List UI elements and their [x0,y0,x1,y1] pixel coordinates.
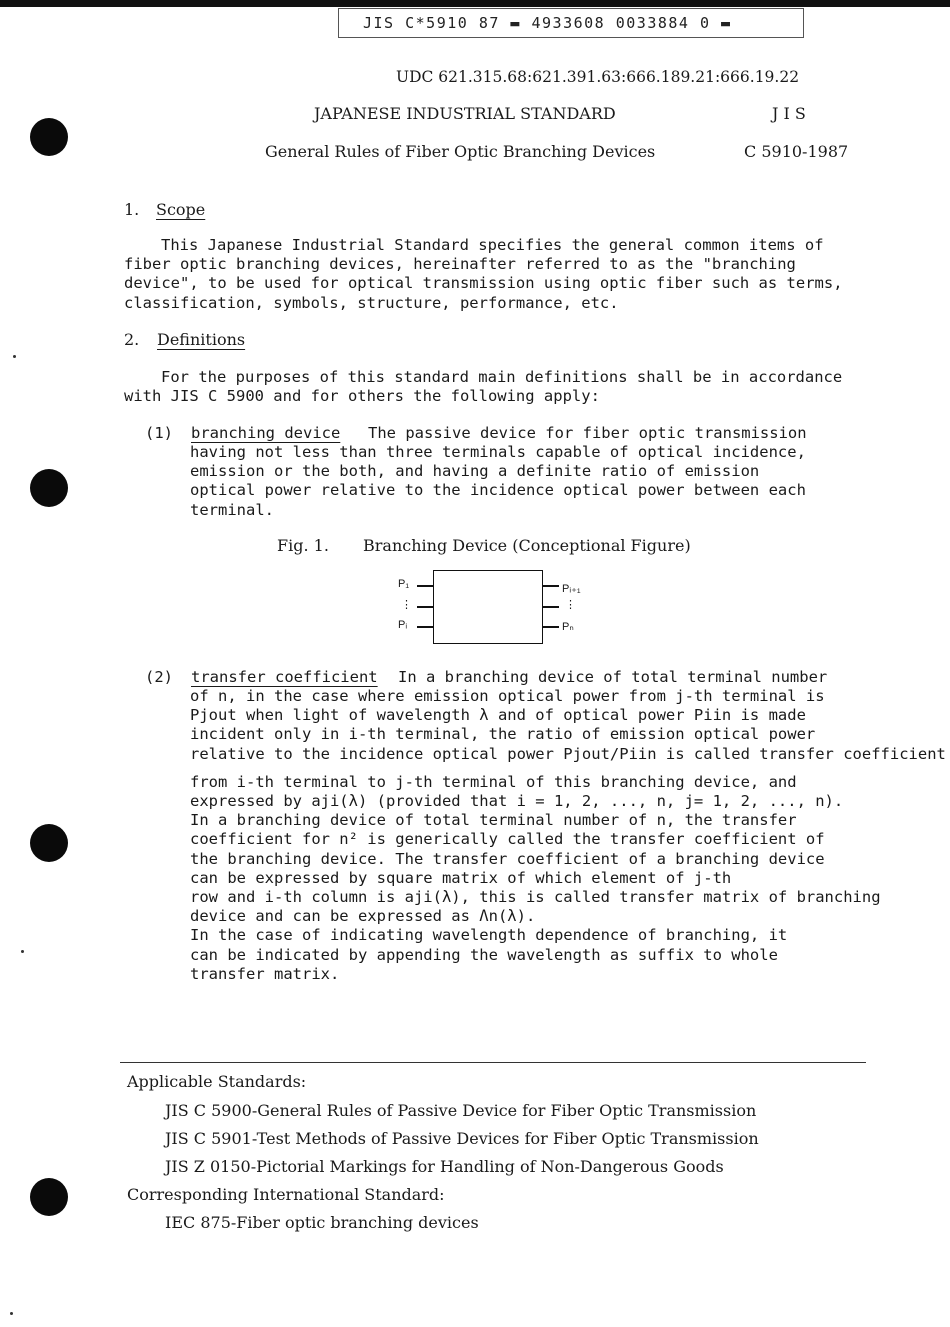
international-standard-heading: Corresponding International Standard: [127,1185,445,1204]
applicable-standards-heading: Applicable Standards: [127,1072,307,1091]
scope-line: This Japanese Industrial Standard specifies the general common items of [161,236,824,254]
speck [10,1312,13,1315]
item2-line: incident only in i-th terminal, the ratio of emission optical power [190,725,816,744]
applicable-standard: JIS Z 0150-Pictorial Markings for Handling of Non-Dangerous Goods [165,1157,724,1176]
speck [13,355,16,358]
definitions-heading: Definitions [157,330,246,349]
scope-paragraph [124,236,843,313]
item2-line: can be expressed by square matrix of which element of j-th [190,868,732,887]
item1-line: terminal. [190,500,274,519]
jis-mark: J I S [772,104,806,123]
item1-line: optical power relative to the incidence optical power between each [190,481,806,500]
term-transfer-coefficient: transfer coefficient [191,668,378,686]
item2-line: row and i-th column is aji(λ), this is called transfer matrix of branching [190,888,881,907]
definitions-line: For the purposes of this standard main definitions shall be in accordance [161,368,843,386]
item2-line: device and can be expressed as Λn(λ). [190,907,536,926]
output-lead-pi1 [543,585,559,587]
standard-org: JAPANESE INDUSTRIAL STANDARD [314,104,616,123]
item1-first-line: The passive device for fiber optic transmission [368,424,807,442]
ellipsis-left: ⋮ [401,599,412,611]
definitions-paragraph [124,368,842,406]
scope-number: 1. [124,200,140,219]
output-lead-pn [543,626,559,628]
binder-hole-2 [30,469,68,507]
item2-line: expressed by aji(λ) (provided that i = 1, 2, ..., n, j= 1, 2, ..., n). [190,792,844,811]
term-branching-device: branching device [191,424,341,442]
speck [21,950,24,953]
item1-line: having not less than three terminals capable of optical incidence, [190,443,806,461]
international-standard: IEC 875-Fiber optic branching devices [165,1213,479,1232]
ellipsis-right: ⋮ [565,599,576,611]
binder-hole-1 [30,118,68,156]
item2-line: relative to the incidence optical power Pjout/Piin is called transfer coefficient [190,744,946,763]
applicable-standard: JIS C 5900-General Rules of Passive Device for Fiber Optic Transmission [165,1101,757,1120]
item2-line: from i-th terminal to j-th terminal of this branching device, and [190,772,797,791]
scope-line: fiber optic branching devices, hereinafter referred to as the "branching [124,255,796,274]
device-box [433,570,543,644]
input-lead-middle [417,606,433,608]
document-title: General Rules of Fiber Optic Branching Devices [265,142,656,161]
definitions-number: 2. [124,330,140,349]
port-label-p1: P₁ [398,578,410,590]
item2-number: (2) [145,668,173,686]
item1-line: emission or the both, and having a definite ratio of emission [190,462,760,481]
scope-heading: Scope [156,200,206,219]
microfilm-stamp: JIS C*5910 87 ▬ 4933608 0033884 0 ▬ [338,8,804,38]
figure-label: Fig. 1. [277,536,329,555]
udc-code: UDC 621.315.68:621.391.63:666.189.21:666.19.22 [396,68,800,86]
item2-line: coefficient for n² is generically called the transfer coefficient of [190,830,825,849]
item1-number: (1) [145,424,173,442]
item2-line: of n, in the case where emission optical power from j-th terminal is [190,687,825,705]
item2-line: Pjout when light of wavelength λ and of optical power Piin is made [190,706,806,725]
port-label-pn: Pₙ [562,621,574,633]
footer-rule [120,1062,866,1063]
figure-caption: Branching Device (Conceptional Figure) [363,536,691,555]
port-label-pi1: Pᵢ₊₁ [562,583,581,595]
binder-hole-3 [30,824,68,862]
item2-first-line: In a branching device of total terminal number [398,668,828,686]
scope-line: device", to be used for optical transmission using optic fiber such as terms, [124,274,843,293]
item2-paragraph [190,687,946,984]
input-lead-p1 [417,585,433,587]
standard-number: C 5910-1987 [744,142,849,161]
output-lead-middle [543,606,559,608]
top-edge-bar [0,0,950,7]
item2-line: In the case of indicating wavelength dependence of branching, it [190,926,788,945]
item2-line: the branching device. The transfer coefficient of a branching device [190,849,825,868]
binder-hole-4 [30,1178,68,1216]
item1-paragraph [190,443,806,520]
item2-line: transfer matrix. [190,964,340,983]
applicable-standard: JIS C 5901-Test Methods of Passive Devices for Fiber Optic Transmission [165,1129,759,1148]
item2-line: In a branching device of total terminal number of n, the transfer [190,811,797,830]
item2-line: can be indicated by appending the wavelength as suffix to whole [190,945,778,964]
scope-line: classification, symbols, structure, performance, etc. [124,293,619,312]
port-label-pi: Pᵢ [398,619,408,631]
definitions-line: with JIS C 5900 and for others the following apply: [124,387,600,406]
input-lead-pi [417,626,433,628]
